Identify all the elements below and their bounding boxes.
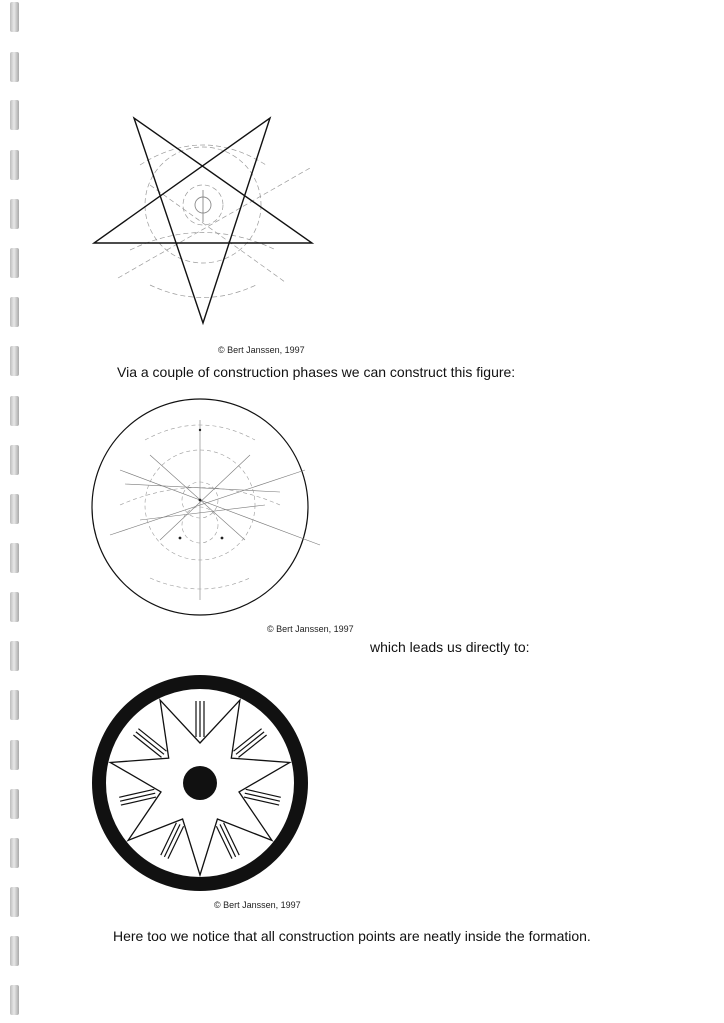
star-line-mark <box>239 735 267 757</box>
binding-ring <box>10 740 19 770</box>
star-line-mark <box>133 735 161 757</box>
body-text: which leads us directly to: <box>370 639 530 655</box>
star-line-mark <box>120 793 155 801</box>
spiral-binding <box>10 0 24 1023</box>
binding-ring <box>10 2 19 32</box>
star-line-mark <box>164 824 180 857</box>
binding-ring <box>10 100 19 130</box>
binding-ring <box>10 641 19 671</box>
binding-ring <box>10 150 19 180</box>
binding-ring <box>10 445 19 475</box>
star-line-mark <box>168 826 184 858</box>
binding-ring <box>10 985 19 1015</box>
binding-ring <box>10 592 19 622</box>
binding-ring <box>10 396 19 426</box>
binding-ring <box>10 789 19 819</box>
binding-ring <box>10 936 19 966</box>
figure-caption: © Bert Janssen, 1997 <box>214 900 301 910</box>
binding-ring <box>10 494 19 524</box>
pentagram-construction-figure <box>88 110 320 330</box>
star-line-mark <box>246 789 281 797</box>
star-line-mark <box>119 789 154 797</box>
star-line-mark <box>121 797 156 805</box>
figure-caption: © Bert Janssen, 1997 <box>267 624 354 634</box>
binding-ring <box>10 248 19 278</box>
body-text: Via a couple of construction phases we can construct this figure: <box>117 364 516 380</box>
star-line-mark <box>244 797 279 805</box>
circle-construction-figure <box>88 396 328 618</box>
binding-ring <box>10 838 19 868</box>
binding-ring <box>10 199 19 229</box>
binding-ring <box>10 52 19 82</box>
binding-ring <box>10 690 19 720</box>
star-line-mark <box>224 823 240 855</box>
star-line-mark <box>136 732 164 754</box>
star-line-mark <box>161 823 177 855</box>
binding-ring <box>10 346 19 376</box>
star-line-mark <box>234 729 262 752</box>
star-line-mark <box>220 824 236 857</box>
binding-ring <box>10 543 19 573</box>
binding-ring <box>10 297 19 327</box>
star-line-mark <box>138 729 166 752</box>
body-text: Here too we notice that all construction points are neatly inside the formation. <box>113 928 591 944</box>
figure-caption: © Bert Janssen, 1997 <box>218 345 305 355</box>
binding-ring <box>10 887 19 917</box>
star-line-mark <box>245 793 280 801</box>
star-line-mark <box>236 732 264 754</box>
star-line-mark <box>216 826 232 858</box>
seven-pointed-star-ring-figure <box>88 670 320 900</box>
